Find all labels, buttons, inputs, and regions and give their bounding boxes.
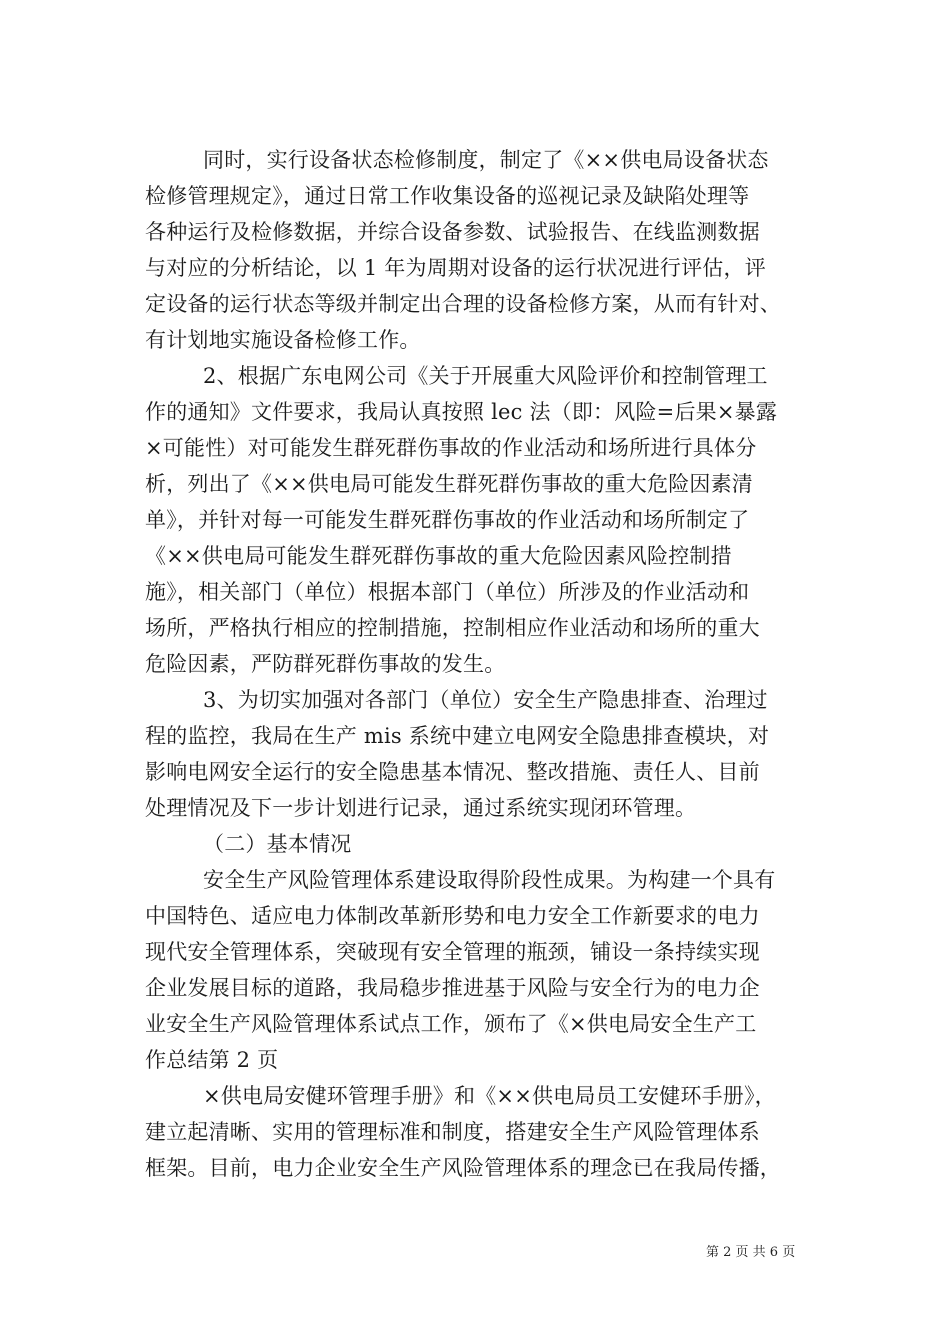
text-line: 《××供电局可能发生群死群伤事故的重大危险因素风险控制措	[145, 544, 732, 568]
text-line: 同时，实行设备状态检修制度，制定了《××供电局设备状态	[203, 148, 769, 172]
text-line: 框架。目前，电力企业安全生产风险管理体系的理念已在我局传播，	[145, 1156, 781, 1180]
text-line: 作总结第 2 页	[145, 1048, 279, 1072]
text-line: 作的通知》文件要求，我局认真按照 lec 法（即：风险=后果×暴露	[145, 400, 778, 424]
text-line: 检修管理规定》，通过日常工作收集设备的巡视记录及缺陷处理等	[145, 184, 750, 208]
section-heading: （二）基本情况	[203, 832, 352, 856]
text-line: ×供电局安健环管理手册》和《××供电局员工安健环手册》，	[203, 1084, 776, 1108]
text-line: 2、根据广东电网公司《关于开展重大风险评价和控制管理工	[203, 364, 768, 388]
text-line: 程的监控，我局在生产 mis 系统中建立电网安全隐患排查模块，对	[145, 724, 770, 748]
text-line: 单》，并针对每一可能发生群死群伤事故的作业活动和场所制定了	[145, 508, 750, 532]
text-line: 与对应的分析结论，以 1 年为周期对设备的运行状况进行评估，评	[145, 256, 766, 280]
text-line: 3、为切实加强对各部门（单位）安全生产隐患排查、治理过	[203, 688, 768, 712]
text-line: 场所，严格执行相应的控制措施，控制相应作业活动和场所的重大	[145, 616, 760, 640]
text-line: 业安全生产风险管理体系试点工作，颁布了《×供电局安全生产工	[145, 1012, 757, 1036]
text-line: 影响电网安全运行的安全隐患基本情况、整改措施、责任人、目前	[145, 760, 760, 784]
text-line: 建立起清晰、实用的管理标准和制度，搭建安全生产风险管理体系	[145, 1120, 760, 1144]
text-line: 各种运行及检修数据，并综合设备参数、试验报告、在线监测数据	[145, 220, 760, 244]
text-line: ×可能性）对可能发生群死群伤事故的作业活动和场所进行具体分	[145, 436, 757, 460]
text-line: 安全生产风险管理体系建设取得阶段性成果。为构建一个具有	[203, 868, 776, 892]
text-line: 施》，相关部门（单位）根据本部门（单位）所涉及的作业活动和	[145, 580, 750, 604]
text-line: 定设备的运行状态等级并制定出合理的设备检修方案，从而有针对、	[145, 292, 781, 316]
text-line: 处理情况及下一步计划进行记录，通过系统实现闭环管理。	[145, 796, 697, 820]
text-line: 有计划地实施设备检修工作。	[145, 328, 421, 352]
text-line: 现代安全管理体系，突破现有安全管理的瓶颈，铺设一条持续实现	[145, 940, 760, 964]
text-line: 危险因素，严防群死群伤事故的发生。	[145, 652, 506, 676]
text-line: 企业发展目标的道路，我局稳步推进基于风险与安全行为的电力企	[145, 976, 760, 1000]
text-line: 中国特色、适应电力体制改革新形势和电力安全工作新要求的电力	[145, 904, 760, 928]
text-line: 析，列出了《××供电局可能发生群死群伤事故的重大危险因素清	[145, 472, 753, 496]
page-number: 第 2 页 共 6 页	[706, 1245, 796, 1260]
